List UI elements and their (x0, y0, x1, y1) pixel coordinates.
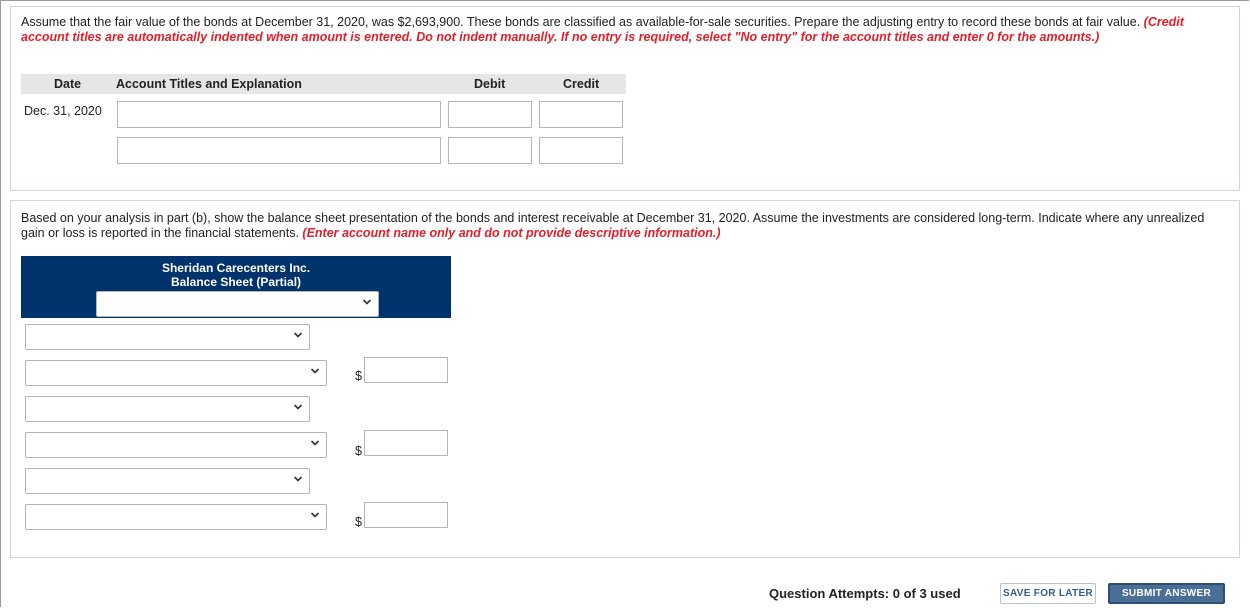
debit-input-1[interactable] (448, 101, 532, 128)
chevron-down-icon (310, 365, 320, 377)
statement-title: Balance Sheet (Partial) (170, 275, 302, 289)
col-credit-header: Credit (563, 77, 600, 91)
company-name: Sheridan Carecenters Inc. (161, 261, 311, 275)
submit-answer-button[interactable]: SUBMIT ANSWER (1108, 583, 1225, 604)
col-date-header: Date (54, 77, 82, 91)
chevron-down-icon (310, 509, 320, 521)
bs-line-select-5[interactable] (25, 468, 310, 494)
account-title-input-2[interactable] (117, 137, 441, 164)
balance-sheet-panel (10, 200, 1240, 558)
bs-amount-input-3[interactable] (364, 502, 448, 528)
credit-input-2[interactable] (539, 137, 623, 164)
save-for-later-button[interactable]: SAVE FOR LATER (1000, 583, 1096, 604)
journal-instructions (21, 15, 1229, 45)
chevron-down-icon (310, 437, 320, 449)
dollar-sign: $ (355, 369, 362, 383)
chevron-down-icon (293, 473, 303, 485)
col-account-header: Account Titles and Explanation (116, 77, 302, 91)
dollar-sign: $ (355, 515, 362, 529)
credit-input-1[interactable] (539, 101, 623, 128)
bs-amount-input-1[interactable] (364, 357, 448, 383)
journal-instruction-note: (Credit account titles are automatically indented when amount is entered. Do not indent manually. If no entry is required, select "No entry" for the account titles and enter 0 for the amounts.) (21, 15, 1184, 44)
bs-line-select-1[interactable] (25, 324, 310, 350)
dollar-sign: $ (355, 444, 362, 458)
journal-table-header (21, 74, 626, 94)
chevron-down-icon (362, 296, 372, 308)
bs-line-select-3[interactable] (25, 396, 310, 422)
balance-sheet-instructions (21, 211, 1229, 241)
chevron-down-icon (293, 401, 303, 413)
date-select[interactable] (96, 291, 379, 317)
journal-entry-panel (10, 6, 1240, 191)
row-date: Dec. 31, 2020 (24, 104, 102, 118)
chevron-down-icon (293, 329, 303, 341)
debit-input-2[interactable] (448, 137, 532, 164)
bs-instruction-text: Based on your analysis in part (b), show the balance sheet presentation of the bonds and interest receivable at December 31, 2020. Assume the investments are considered long-term. Indicate where any unrealized gain or loss is reported in the financial statements. (21, 211, 1205, 240)
bs-amount-input-2[interactable] (364, 430, 448, 456)
col-debit-header: Debit (474, 77, 506, 91)
account-title-input-1[interactable] (117, 101, 441, 128)
question-attempts: Question Attempts: 0 of 3 used (769, 586, 961, 601)
bs-line-select-2[interactable] (25, 360, 327, 386)
journal-instruction-text: Assume that the fair value of the bonds at December 31, 2020, was $2,693,900. These bonds are classified as available-for-sale securities. Prepare the adjusting entry to record these bonds at fair value. (21, 15, 1141, 29)
bs-line-select-6[interactable] (25, 504, 327, 530)
bs-line-select-4[interactable] (25, 432, 327, 458)
bs-instruction-note: (Enter account name only and do not provide descriptive information.) (302, 226, 721, 240)
